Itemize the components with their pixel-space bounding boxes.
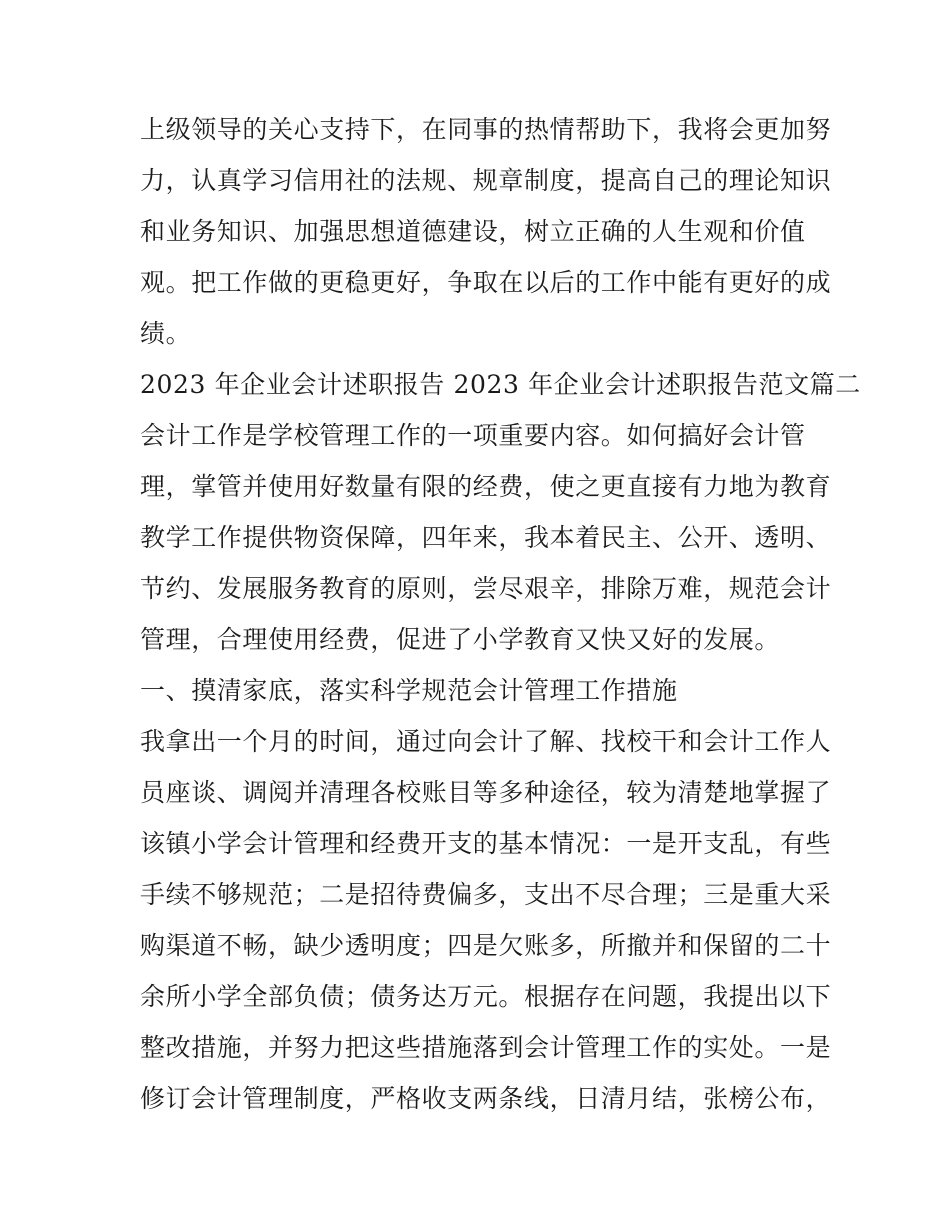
text-line: 力，认真学习信用社的法规、规章制度，提高自己的理论知识 — [140, 166, 832, 195]
text-line: 节约、发展服务教育的原则，尝尽艰辛，排除万难，规范会计 — [140, 574, 832, 603]
text-line: 我拿出一个月的时间，通过向会计了解、找校干和会计工作人 — [140, 727, 832, 756]
text-line: 绩。 — [140, 319, 192, 348]
text-line: 该镇小学会计管理和经费开支的基本情况：一是开支乱，有些 — [140, 829, 832, 858]
text-line: 整改措施，并努力把这些措施落到会计管理工作的实处。一是 — [140, 1033, 832, 1062]
text-line: 修订会计管理制度，严格收支两条线，日清月结，张榜公布， — [140, 1084, 832, 1113]
text-line: 员座谈、调阅并清理各校账目等多种途径，较为清楚地掌握了 — [140, 778, 832, 807]
text-line: 会计工作是学校管理工作的一项重要内容。如何搞好会计管 — [140, 421, 806, 450]
text-line: 管理，合理使用经费，促进了小学教育又快又好的发展。 — [140, 625, 781, 654]
text-line: 教学工作提供物资保障，四年来，我本着民主、公开、透明、 — [140, 523, 832, 552]
text-line: 上级领导的关心支持下，在同事的热情帮助下，我将会更加努 — [140, 115, 832, 144]
text-line: 和业务知识、加强思想道德建设，树立正确的人生观和价值 — [140, 217, 806, 246]
text-line: 理，掌管并使用好数量有限的经费，使之更直接有力地为教育 — [140, 472, 832, 501]
text-line: 购渠道不畅，缺少透明度；四是欠账多，所撤并和保留的二十 — [140, 931, 832, 960]
text-line: 观。把工作做的更稳更好，争取在以后的工作中能有更好的成 — [140, 268, 832, 297]
subsection-heading: 一、摸清家底，落实科学规范会计管理工作措施 — [140, 676, 678, 705]
text-line: 余所小学全部负债；债务达万元。根据存在问题，我提出以下 — [140, 982, 832, 1011]
body-text — [140, 104, 861, 1124]
text-line: 手续不够规范；二是招待费偏多，支出不尽合理；三是重大采 — [140, 880, 832, 909]
section-heading: 2023 年企业会计述职报告 2023 年企业会计述职报告范文篇二 — [140, 370, 861, 399]
